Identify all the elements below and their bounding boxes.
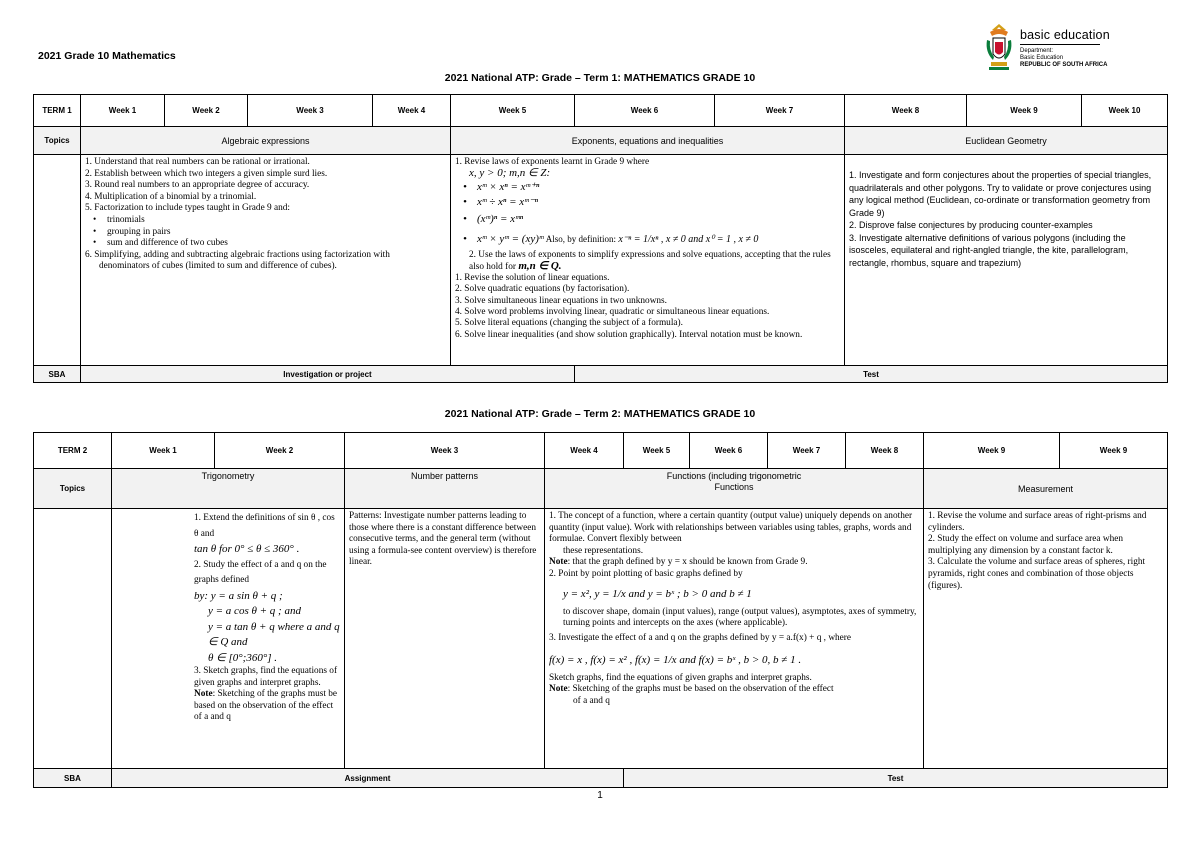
- list-item: 2. Solve quadratic equations (by factorisation).: [455, 284, 630, 295]
- math-line: y = a cos θ + q ; and: [208, 605, 301, 617]
- list-item: 2. Disprove false conjectures by producing counter-examples: [849, 220, 1093, 230]
- sba-item: Assignment: [112, 769, 624, 788]
- exponent-law-row: [455, 229, 840, 250]
- topic-functions: Functions (including trigonometric Functions: [545, 469, 924, 509]
- term2-sba-row: [34, 769, 1168, 788]
- term2-topics-row: [34, 469, 1168, 509]
- page-number: 1: [597, 790, 603, 801]
- math-line: θ ∈ [0°;360°] .: [208, 651, 278, 664]
- term1-table: [33, 94, 1168, 383]
- list-item: 2. Study the effect of a and q on the graphs defined: [194, 559, 327, 585]
- logo-rule: [1020, 44, 1100, 45]
- exponent-law: • xᵐ × yᵐ = (xy)ᵐ: [455, 233, 543, 245]
- note-label: Note: [549, 557, 568, 568]
- list-item: 1. The concept of a function, where a certain quantity (output value) uniquely depends on another quantity (input value). Work with relationships between variables using tables, graphs, words and formulae. Convert flexibly between: [549, 511, 913, 545]
- number-patterns-content: Patterns: Investigate number patterns leading to those where there is a constant difference between consecutive terms, and the general term (without using a formula-see content overview) is therefore linear.: [345, 509, 545, 769]
- list-item: 5. Solve literal equations (changing the subject of a formula).: [455, 318, 683, 329]
- algebra-content: [81, 155, 451, 366]
- trigonometry-content: [112, 509, 345, 769]
- list-item: 6. Simplifying, adding and subtracting algebraic fractions using factorization with: [85, 249, 390, 260]
- list-item: 2. Point by point plotting of basic graphs defined by: [549, 568, 743, 579]
- note-item: [194, 689, 340, 724]
- term1-heading: 2021 National ATP: Grade – Term 1: MATHEMATICS GRADE 10: [444, 72, 756, 84]
- note-label: Note: [194, 689, 213, 700]
- empty-cell: [34, 155, 81, 366]
- list-item: of a and q: [573, 695, 610, 706]
- note-text: : Sketching of the graphs must be based on the observation of the effect of a and q: [194, 689, 338, 723]
- term2-content-row: [34, 509, 1168, 769]
- list-item-text: 2. Use the laws of exponents to simplify expressions and solve equations, accepting that the rules also hold for: [469, 249, 831, 272]
- list-item: 3. Round real numbers to an appropriate degree of accuracy.: [85, 180, 310, 191]
- topic-exponents: Exponents, equations and inequalities: [451, 127, 845, 155]
- exponent-law: • xᵐ × xⁿ = xᵐ⁺ⁿ: [455, 180, 840, 195]
- list-item: 3. Solve simultaneous linear equations in two unknowns.: [455, 295, 667, 306]
- week-header: Week 9: [924, 433, 1060, 469]
- note-item: [549, 684, 919, 696]
- week-header: Week 7: [768, 433, 846, 469]
- bullet-item: • sum and difference of two cubes: [85, 238, 446, 250]
- topic-algebraic-expressions: Algebraic expressions: [81, 127, 451, 155]
- list-item: 2. Establish between which two integers a given simple surd lies.: [85, 168, 328, 179]
- list-item: denominators of cubes (limited to sum and difference of cubes).: [99, 261, 337, 272]
- bullet-item: • grouping in pairs: [85, 227, 446, 239]
- week-header: Week 3: [345, 433, 545, 469]
- term1-topics-row: [34, 127, 1168, 155]
- empty-cell: [34, 509, 112, 769]
- exponent-law: • xᵐ ÷ xⁿ = xᵐ⁻ⁿ: [455, 195, 840, 210]
- list-item: to discover shape, domain (input values), range (output values), asymptotes, axes of symmetry, turning points and intercepts on the axes (where applicable).: [563, 606, 917, 629]
- list-item: 1. Revise the solution of linear equations.: [455, 273, 610, 284]
- math-line: f(x) = x , f(x) = x² , f(x) = 1/x and f(x) = bˣ , b > 0, b ≠ 1 .: [549, 653, 802, 666]
- math-line: y = x², y = 1/x and y = bˣ ; b > 0 and b ≠ 1: [563, 587, 752, 600]
- topics-label: Topics: [34, 469, 112, 509]
- sba-item: Investigation or project: [81, 366, 575, 383]
- week-header: Week 9: [1060, 433, 1168, 469]
- list-item: 1. Revise laws of exponents learnt in Grade 9 where: [455, 157, 650, 167]
- note-label: Note: [549, 684, 568, 695]
- note-text: : Sketching of the graphs must be based on the observation of the effect: [567, 684, 834, 695]
- list-item: 5. Factorization to include types taught in Grade 9 and:: [85, 203, 290, 214]
- math-inline: m,n ∈ Q.: [518, 259, 562, 272]
- topics-label: Topics: [34, 127, 81, 155]
- week-header: Week 10: [1082, 95, 1168, 127]
- definition-label: Also, by definition:: [545, 233, 617, 244]
- week-header: Week 8: [845, 95, 967, 127]
- exponents-content: [451, 155, 845, 366]
- term2-week-row: [34, 433, 1168, 469]
- topic-number-patterns: Number patterns: [345, 469, 545, 509]
- list-item: 1. Understand that real numbers can be rational or irrational.: [85, 157, 310, 167]
- week-header: Week 7: [715, 95, 845, 127]
- note-text: : that the graph defined by y = x should be known from Grade 9.: [567, 557, 808, 568]
- list-item: 1. Investigate and form conjectures about the properties of special triangles, quadrilaterals and other polygons. Try to validate or prove conjectures using any logical method (Euclidean, co-ordinate or transformation geometry from Grade 9): [849, 170, 1152, 218]
- week-header: Week 6: [575, 95, 715, 127]
- exponent-definition: x⁻ⁿ = 1/xⁿ , x ≠ 0 and x⁰ = 1 , x ≠ 0: [618, 233, 759, 245]
- list-item: [455, 250, 840, 274]
- week-header: Week 8: [846, 433, 924, 469]
- term-label: TERM 2: [34, 433, 112, 469]
- week-header: Week 9: [967, 95, 1082, 127]
- math-line: by: y = a sin θ + q ;: [194, 589, 283, 602]
- term1-sba-row: [34, 366, 1168, 383]
- list-item: 6. Solve linear inequalities (and show solution graphically). Interval notation must be known.: [455, 329, 803, 340]
- week-header: Week 3: [248, 95, 373, 127]
- week-header: Week 1: [112, 433, 215, 469]
- measurement-content: [924, 509, 1168, 769]
- list-item: these representations.: [563, 545, 644, 556]
- list-item: 4. Solve word problems involving linear, quadratic or simultaneous linear equations.: [455, 307, 770, 318]
- bullet-item: • trinomials: [85, 215, 446, 227]
- week-header: Week 1: [81, 95, 165, 127]
- math-line: y = a tan θ + q where a and q ∈ Q and: [208, 620, 340, 648]
- logo-line: REPUBLIC OF SOUTH AFRICA: [1020, 62, 1108, 68]
- sba-label: SBA: [34, 769, 112, 788]
- week-header: Week 2: [215, 433, 345, 469]
- sba-label: SBA: [34, 366, 81, 383]
- week-header: Week 6: [690, 433, 768, 469]
- term2-table: [33, 432, 1168, 788]
- math-line: tan θ for 0° ≤ θ ≤ 360° .: [194, 543, 300, 555]
- list-item: 1. Revise the volume and surface areas of right-prisms and cylinders.: [928, 511, 1147, 533]
- list-item: 3. Investigate alternative definitions of various polygons (including the isosceles, equilateral and right-angled triangle, the kite, parallelogram, rectangle, rhombus, square and trapezium): [849, 232, 1129, 268]
- week-header: Week 5: [451, 95, 575, 127]
- term1-content-row: [34, 155, 1168, 366]
- week-header: Week 4: [373, 95, 451, 127]
- topic-trigonometry: Trigonometry: [112, 469, 345, 509]
- logo-line: Department:: [1020, 48, 1054, 54]
- term1-week-row: [34, 95, 1168, 127]
- topic-euclidean-geometry: Euclidean Geometry: [845, 127, 1168, 155]
- list-item: 2. Study the effect on volume and surface area when multiplying any dimension by a constant factor k.: [928, 534, 1123, 556]
- week-header: Week 4: [545, 433, 624, 469]
- term2-heading: 2021 National ATP: Grade – Term 2: MATHEMATICS GRADE 10: [444, 408, 756, 420]
- dbe-logo: [984, 22, 1114, 74]
- list-item: 3. Investigate the effect of a and q on the graphs defined by y = a.f(x) + q , where: [549, 632, 852, 643]
- list-item: Sketch graphs, find the equations of given graphs and interpret graphs.: [549, 672, 812, 683]
- list-item: 4. Multiplication of a binomial by a trinomial.: [85, 191, 257, 202]
- logo-line: Basic Education: [1020, 55, 1064, 61]
- list-item: 3. Calculate the volume and surface areas of spheres, right pyramids, right cones and combination of those objects (figures).: [928, 557, 1146, 591]
- coat-of-arms-icon: [984, 22, 1014, 74]
- math-condition: x, y > 0; m,n ∈ Z:: [469, 167, 551, 180]
- week-header: Week 5: [624, 433, 690, 469]
- term-label: TERM 1: [34, 95, 81, 127]
- week-header: Week 2: [165, 95, 248, 127]
- document-title: 2021 Grade 10 Mathematics: [38, 50, 176, 62]
- functions-content: [545, 509, 924, 769]
- list-item: 1. Extend the definitions of sin θ , cos θ and: [194, 513, 335, 539]
- sba-item: Test: [624, 769, 1168, 788]
- geometry-content: [845, 155, 1168, 366]
- list-item: 3. Sketch graphs, find the equations of given graphs and interpret graphs.: [194, 666, 338, 688]
- exponent-law: • (xᵐ)ⁿ = xᵐⁿ: [455, 210, 840, 229]
- note-item: [549, 557, 919, 569]
- topic-measurement: Measurement: [924, 469, 1168, 509]
- logo-text: basic education: [1020, 28, 1110, 42]
- sba-item: Test: [575, 366, 1168, 383]
